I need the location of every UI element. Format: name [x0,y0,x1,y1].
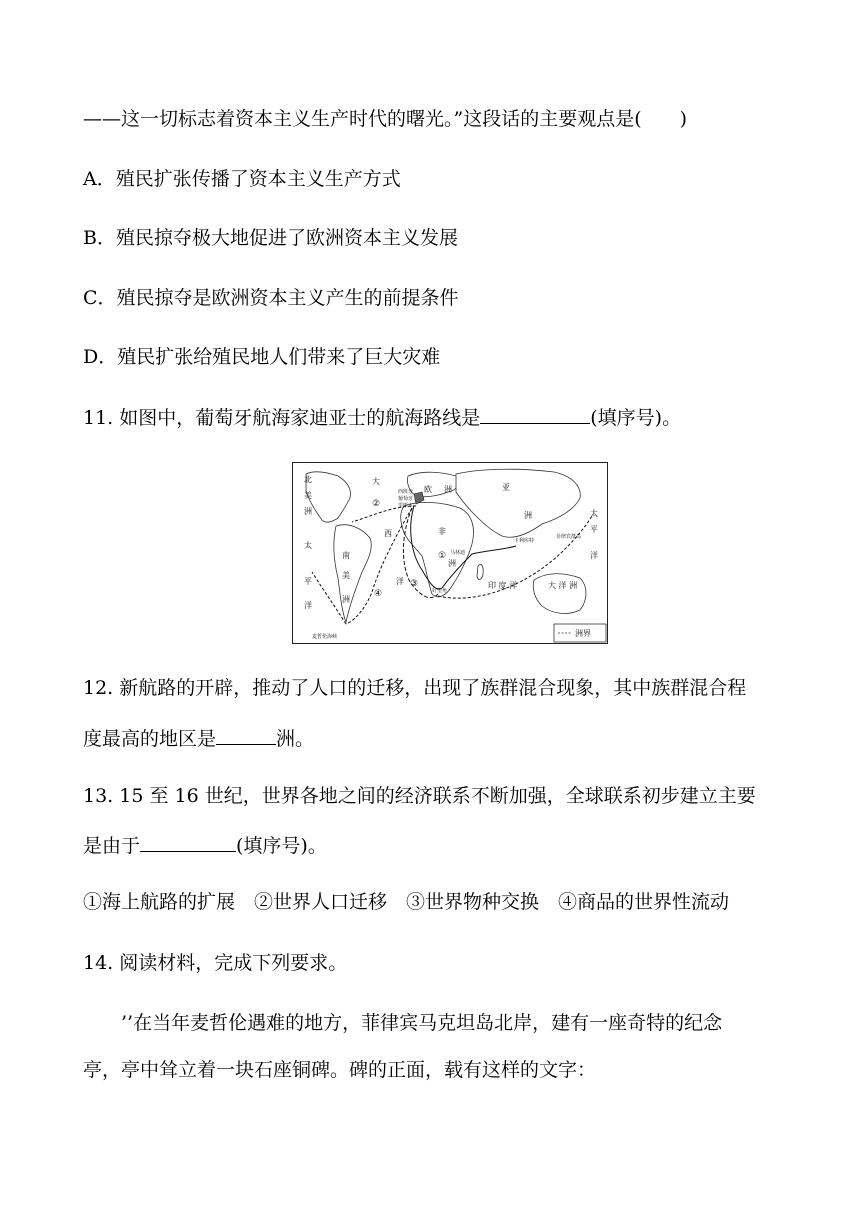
q11-answer-blank[interactable] [480,405,590,424]
q12-text-before: 度最高的地区是 [83,728,217,750]
q13-text-before: 是由于 [83,835,141,857]
label-route-2: ② [372,499,381,509]
label-magellan-strait: 麦哲伦海峡 [312,634,338,640]
q13-line1: 13. 15 至 16 世纪，世界各地之间的经济联系不断加强，全球联系初步建立主要 [83,785,756,807]
label-asia-1: 亚 [502,483,510,492]
q12-answer-blank[interactable] [216,726,276,745]
label-asia-2: 洲 [524,511,532,520]
label-pacific-w-3: 洋 [304,601,312,610]
legend-label: 洲界 [575,629,591,638]
label-atlantic-1: 大 [372,477,380,486]
label-malindi: 马林迪 [450,550,466,556]
q13-answer-blank[interactable] [140,833,236,852]
label-pacific-e-3: 洋 [590,551,598,560]
label-south-america-2: 美 [342,571,350,580]
label-africa-2: 洲 [448,559,456,568]
label-lisbon: 里斯本 [398,503,414,509]
q12-line2 [83,726,314,751]
q13-line2 [83,833,327,858]
q14-title: 14. 阅读材料，完成下列要求。 [83,952,348,974]
label-north-america-2: 美 [304,491,312,500]
label-europe-2: 洲 [444,485,452,494]
q12-text-after: 洲。 [276,728,315,750]
label-europe-1: 欧 [424,485,432,494]
label-route-3: ③ [410,579,419,589]
q13-choices: ①海上航路的扩展 ②世界人口迁移 ③世界物种交换 ④商品的世界性流动 [83,891,730,913]
label-oceania: 大 洋 洲 [548,581,578,590]
label-cape: 好望角 [432,588,448,594]
q11-text-after: (填序号)。 [590,407,682,429]
label-africa-1: 非 [438,527,446,536]
q10-stem-tail: ——这一切标志着资本主义生产时代的曙光。”这段话的主要观点是( ) [83,108,688,130]
label-route-1: ① [438,551,447,561]
label-philippines: 菲律宾群岛 [556,534,582,540]
q11-text-before: 11. 如图中，葡萄牙航海家迪亚士的航海路线是 [83,407,481,429]
label-spain: 西班牙 [398,489,414,495]
label-atlantic-3: 洋 [396,577,404,586]
q11-question [83,405,681,430]
new-routes-map [292,462,608,644]
label-portugal: 葡萄牙 [398,496,414,502]
label-pacific-w-2: 平 [304,577,312,586]
label-pacific-w-1: 太 [304,541,312,550]
label-pacific-e-1: 太 [590,509,598,518]
label-calicut: 卡利库特 [514,538,535,544]
q10-option-c: C．殖民掠夺是欧洲资本主义产生的前提条件 [83,287,459,309]
q10-option-d: D．殖民扩张给殖民地人们带来了巨大灾难 [83,346,441,368]
q10-option-a: A．殖民扩张传播了资本主义生产方式 [83,168,401,190]
label-indian-ocean: 印 度 洋 [488,581,518,590]
q10-option-b: B．殖民掠夺极大地促进了欧洲资本主义发展 [83,227,458,249]
label-north-america-3: 洲 [304,507,312,516]
madagascar-shape [477,564,483,579]
q12-line1: 12. 新航路的开辟，推动了人口的迁移，出现了族群混合现象，其中族群混合程 [83,677,747,699]
label-south-america-3: 洲 [342,595,350,604]
q14-para-line1: ’’在当年麦哲伦遇难的地方，菲律宾马克坦岛北岸，建有一座奇特的纪念 [83,1012,723,1034]
label-north-america-1: 北 [304,475,312,484]
q14-para-line2: 亭，亭中耸立着一块石座铜碑。碑的正面，载有这样的文字： [83,1059,597,1081]
q13-text-after: (填序号)。 [236,835,327,857]
label-atlantic-2: 西 [384,529,392,538]
label-pacific-e-2: 平 [590,525,598,534]
label-south-america-1: 南 [342,551,350,560]
label-route-4: ④ [374,589,383,599]
